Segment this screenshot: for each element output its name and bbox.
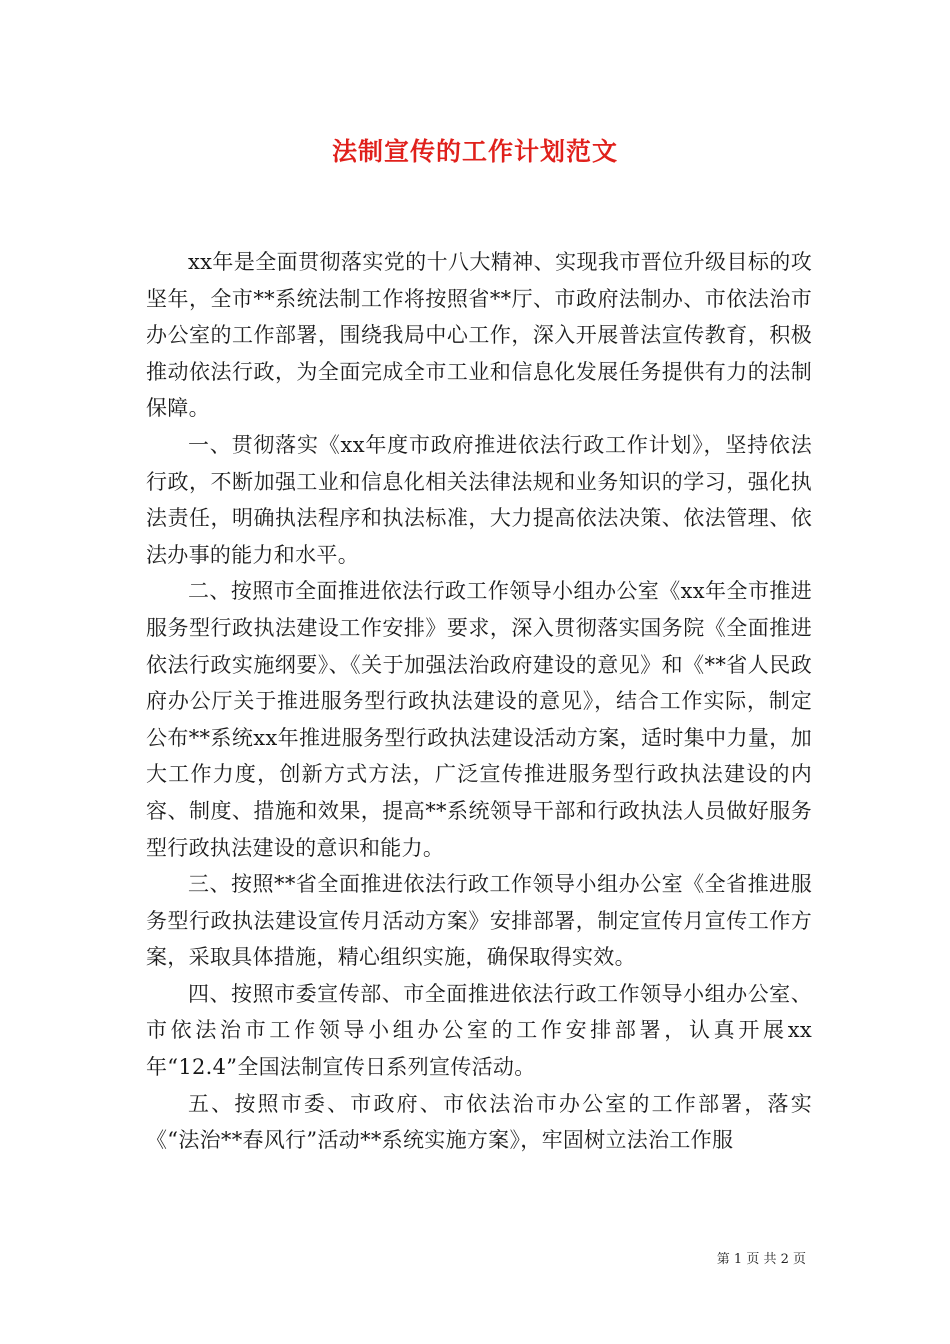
- paragraph-item-5: 五、按照市委、市政府、市依法治市办公室的工作部署，落实《“法治**春风行”活动**系统实施方案》，牢固树立法治工作服: [146, 1091, 812, 1153]
- document-title: 法制宣传的工作计划范文: [331, 137, 618, 166]
- paragraph-item-3: 三、按照**省全面推进依法行政工作领导小组办公室《全省推进服务型行政执法建设宣传月活动方案》安排部署，制定宣传月宣传工作方案，采取具体措施，精心组织实施，确保取得实效。: [146, 872, 812, 970]
- paragraph-item-1: 一、贯彻落实《xx年度市政府推进依法行政工作计划》，坚持依法行政，不断加强工业和信息化相关法律法规和业务知识的学习，强化执法责任，明确执法程序和执法标准，大力提高依法决策、依法管理、依法办事的能力和水平。: [146, 432, 812, 567]
- page-number-footer: 第 1 页 共 2 页: [716, 1252, 806, 1267]
- paragraph-item-2: 二、按照市全面推进依法行政工作领导小组办公室《xx年全市推进服务型行政执法建设工作安排》要求，深入贯彻落实国务院《全面推进依法行政实施纲要》、《关于加强法治政府建设的意见》和《**省人民政府办公厅关于推进服务型行政执法建设的意见》，结合工作实际，制定公布**系统xx年推进服务型行政执法建设活动方案，适时集中力量，加大工作力度，创新方式方法，广泛宣传推进服务型行政执法建设的内容、制度、措施和效果，提高**系统领导干部和行政执法人员做好服务型行政执法建设的意识和能力。: [146, 579, 812, 860]
- paragraph-intro: xx年是全面贯彻落实党的十八大精神、实现我市晋位升级目标的攻坚年，全市**系统法制工作将按照省**厅、市政府法制办、市依法治市办公室的工作部署，围绕我局中心工作，深入开展普法宣传教育，积极推动依法行政，为全面完成全市工业和信息化发展任务提供有力的法制保障。: [146, 250, 812, 421]
- paragraph-item-4: 四、按照市委宣传部、市全面推进依法行政工作领导小组办公室、市依法治市工作领导小组办公室的工作安排部署，认真开展xx年“12.4”全国法制宣传日系列宣传活动。: [146, 981, 812, 1080]
- document-body: [146, 244, 812, 1159]
